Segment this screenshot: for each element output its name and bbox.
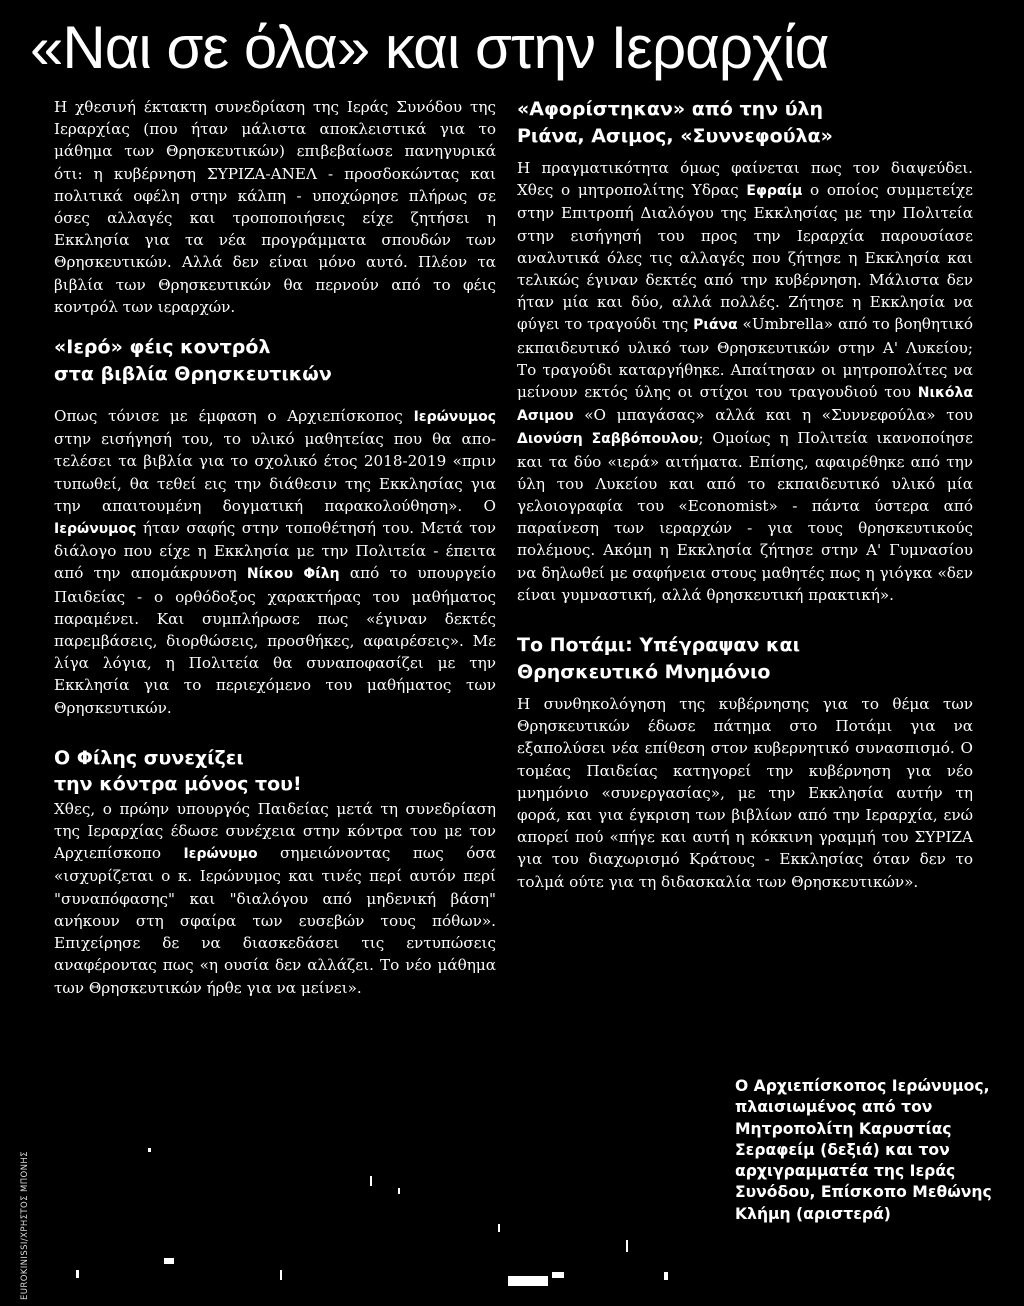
subheading-line: Ριάνα, Ασιμος, «Συννεφούλα» — [517, 124, 833, 147]
subheading-line: Ο Φίλης συνεχίζει — [54, 746, 244, 769]
bold-name: Ιερώνυμος — [413, 409, 496, 426]
text-run: στην εισήγησή του, το υλικό μαθητείας που θα αποτελέσει τα βιβλία για το σχολικό έτος 2018-2019 «πριν τυπωθεί, θα τεθεί εις την διάθεσιν της Εκκλησίας για την απαιτουμένη δογματική παρακολούθηση». Ο — [54, 430, 496, 515]
subheading-line: «Αφορίστηκαν» από την ύλη — [517, 98, 824, 120]
photo-highlight — [664, 1272, 668, 1280]
photo-highlight — [498, 1224, 500, 1232]
bold-name: Ριάνα — [693, 317, 738, 334]
potami-paragraph: Η συνθηκολόγηση της κυβέρνησης για το θέμα των Θρησκευτικών έδωσε πάτημα στο Ποτάμι για να εξαπολύσει νέα επίθεση στον κυβερνητικό συνασπισμό. Ο τομέας Παιδείας κατηγορεί την κυβέρνηση για νέο μνημόνιο «συνεργασίας», με την Εκκλησία αυτήν τη φορά, και για έγκριση των βιβλίων από την Ιεραρχία, ενώ απορεί πού «πήγε και αυτή η κόκκινη γραμμή του ΣΥΡΙΖΑ για του διαχωρισμό Κράτους - Εκκλησίας όταν δεν το τολμά ούτε για τη διδασκαλία των Θρησκευτικών». — [517, 695, 973, 891]
subheading-holy-face-control — [54, 334, 496, 387]
photo-highlight — [398, 1188, 400, 1194]
photo-highlight — [626, 1240, 628, 1252]
right-column — [517, 96, 973, 893]
text-run: Η πραγματικότητα όμως φαίνεται πως τον διαψεύδει. Χθες ο μητροπολίτης Υδρας — [517, 159, 973, 200]
photo-highlight — [508, 1276, 548, 1286]
text-run: από το υπουργείο Παιδείας - ο ορθόδοξος χαρακτήρας του μαθήματος παραμένει. Και συμπλήρωσε πως «έγιναν δεκτές παρεμβάσεις, διορθώσεις, προσθήκες, αφαιρέσεις». Με λίγα λόγια, η Πολιτεία θα συναποφασίζει με την Εκκλησία για το περιεχόμενο του μαθήματος των Θρησκευτικών. — [54, 564, 496, 717]
curriculum-changes-paragraph — [517, 157, 973, 606]
photo-highlight — [164, 1258, 174, 1264]
photo-highlight — [280, 1270, 282, 1280]
intro-paragraph: Η χθεσινή έκτακτη συνεδρίαση της Ιεράς Συνόδου της Ιεραρχίας (που ήταν μάλιστα αποκλειστικά για το μάθημα των Θρησκευτικών) επιβεβαίωσε πανηγυρικά ότι: η κυβέρνηση ΣΥΡΙΖΑ-ΑΝΕΛ - προσδοκώντας και πολιτικά οφέλη στην κάλπη - υποχώρησε πλήρως σε όσες αλλαγές και τροποποιήσεις είχε ζητήσει η Εκκλησία για τα νέα προγράμματα σπουδών των Θρησκευτικών. Αλλά δεν είναι μόνο αυτό. Πλέον τα βιβλία των Θρησκευτικών θα περνούν από το φέις κοντρόλ των ιεραρχών. — [54, 98, 496, 316]
photo-highlight — [148, 1148, 151, 1152]
text-run: Οπως τόνισε με έμφαση ο Αρχιεπίσκοπος — [54, 407, 414, 426]
bold-name: Ιερώνυμο — [183, 846, 258, 863]
photo-caption: Ο Αρχιεπίσκοπος Ιερώνυμος, πλαισιωμένος από τον Μητροπολίτη Καρυστίας Σεραφείμ (δεξιά) και τον αρχιγραμματέα της Ιεράς Συνόδου, Επίσκοπο Μεθώνης Κλήμη (αριστερά) — [735, 1077, 992, 1223]
subheading-line: στα βιβλία Θρησκευτικών — [54, 362, 332, 385]
photo-highlight — [76, 1270, 79, 1278]
text-run: ; Ομοίως η Πολιτεία ικανοποίησε και τα δύο «ιερά» αιτήματα. Επίσης, αφαιρέθηκε από την ύλη του Λυκείου και από το εκπαιδευτικό υλικό μία γελοιογραφία του «Economist» - πάντα ύστερα από παραίνεση των ιεραρχών - για τους θρησκευτικούς πολέμους. Ακόμη η Εκκλησία ζήτησε στην Α' Γυμνασίου να δηλωθεί με σαφήνεια στους μαθητές πως η γιόγκα «δεν είναι γυμναστική, αλλά θρησκευτική πρακτική». — [517, 429, 973, 604]
subheading-potami — [517, 632, 973, 685]
left-column — [54, 96, 496, 999]
subheading-excommunicated — [517, 96, 973, 149]
text-run: «Umbrella» από το βοηθητικό εκπαιδευτικό υλικό των Θρησκευτικών στην Α' Λυκείου; Το τραγούδι καταργήθηκε. Απαίτησαν οι μητροπολίτες να μείνουν εκτός ύλης οι στίχοι του τραγουδιού του — [517, 315, 973, 402]
bold-name: Ιερώνυμος — [54, 521, 137, 538]
text-run: Χθες, ο πρώην υπουργός Παιδείας μετά τη συνεδρίαση της Ιεραρχίας έδωσε συνέχεια στην κόντρα του με τον Αρχιεπίσκοπο — [54, 799, 496, 863]
bold-name: Νίκου Φίλη — [246, 566, 340, 583]
photo-credit: EUROKINISSI/ΧΡΗΣΤΟΣ ΜΠΟΝΗΣ — [20, 1151, 30, 1300]
photo-highlight — [370, 1176, 372, 1186]
headline: «Ναι σε όλα» και στην Ιεραρχία — [30, 14, 829, 81]
subheading-line: την κόντρα μόνος του! — [54, 773, 302, 796]
bold-name: Νικόλα Ασιμου — [517, 385, 973, 425]
text-run: σημειώνοντας πως όσα «ισχυρίζεται ο κ. Ιερώνυμος και τινές περί αυτόν περί "συναπόφασης" και "διαλόγου από μηδενική βάση" ανήκουν στη σφαίρα των ευσεβών τους πόθων». Επιχείρησε δε να διασκεδάσει τις εντυπώσεις αναφέροντας πως «η ουσία δεν αλλάζει. Το νέο μάθημα των Θρησκευτικών ήρθε για να μείνει». — [54, 844, 496, 997]
filis-paragraph — [54, 798, 496, 999]
subheading-line: «Ιερό» φέις κοντρόλ — [54, 336, 271, 359]
subheading-line: Θρησκευτικό Μνημόνιο — [517, 660, 771, 683]
press-photo — [24, 1100, 714, 1306]
text-run: ήταν σαφής στην τοποθέτησή του. Μετά τον διάλογο που είχε η Εκκλησία με την Πολιτεία - έπειτα από την απομάκρυνση — [54, 519, 496, 583]
subheading-filis — [54, 745, 496, 798]
bold-name: Εφραίμ — [746, 183, 803, 200]
text-run: ο οποίος συμμετείχε στην Επιτροπή Διαλόγου της Εκκλησίας με την Πολιτεία στην εισήγησή του προς την Ιεραρχία παρουσίασε αναλυτικά όλες τις αλλαγές που ζήτησε η Εκκλησία και τελικώς έγιναν δεκτές από την κυβέρνηση. Μάλιστα δεν ήταν μία και δύο, αλλά πολλές. Ζήτησε η Εκκλησία να φύγει το τραγούδι της — [517, 181, 973, 334]
photo-highlight — [552, 1272, 564, 1278]
text-run: «Ο μπαγάσας» αλλά και η «Συννεφούλα» του — [573, 406, 973, 425]
subheading-line: Το Ποτάμι: Υπέγραψαν και — [517, 634, 800, 657]
archbishop-paragraph — [54, 405, 496, 719]
bold-name: Διονύση Σαββόπουλου — [517, 431, 699, 448]
